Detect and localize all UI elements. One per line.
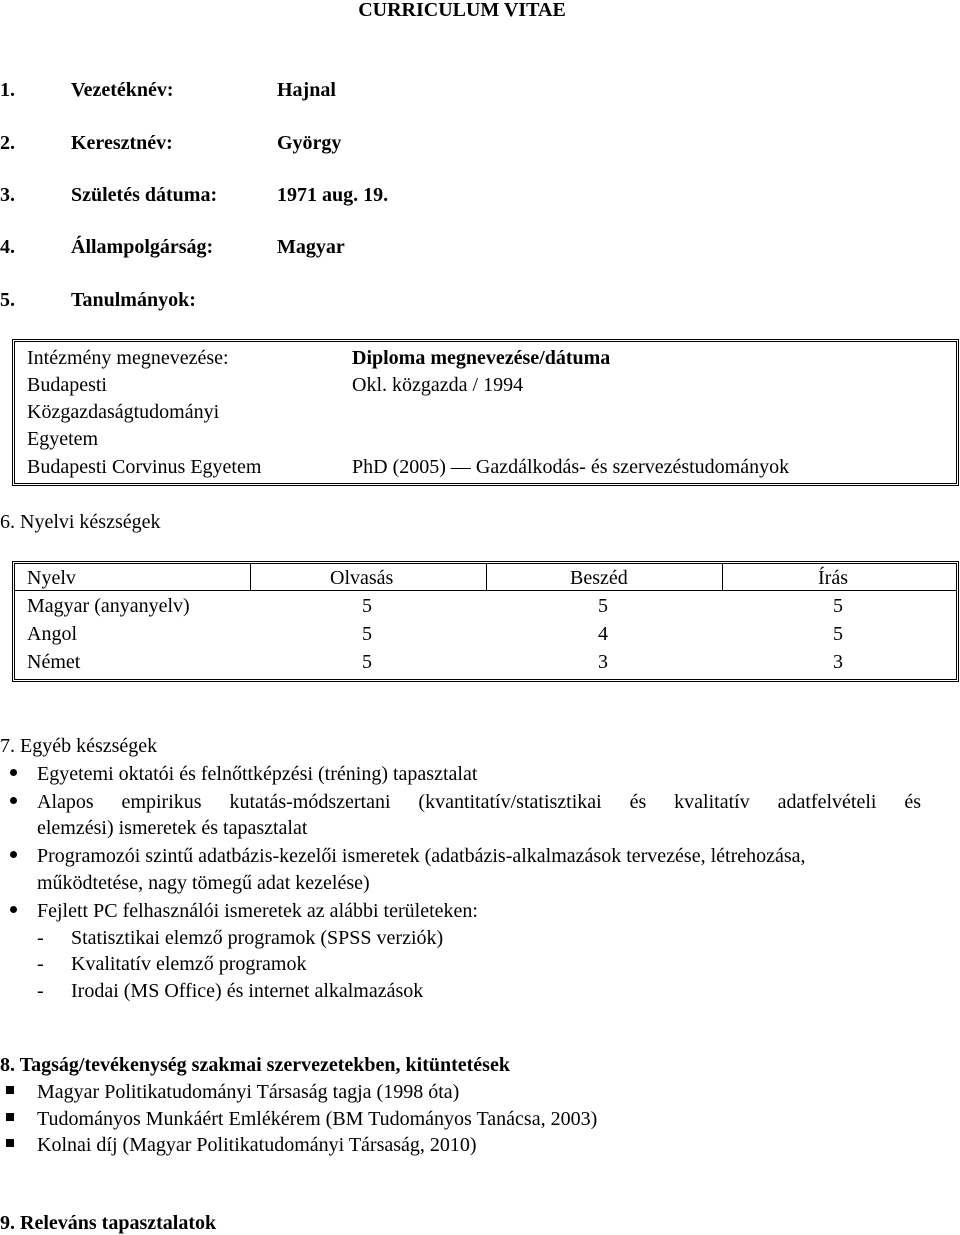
bullet-icon [10,769,17,776]
square-bullet-icon [6,1086,14,1094]
lang-speaking: 3 [598,651,608,673]
document-title: CURRICULUM VITAE [358,0,566,21]
institution-line: Budapesti [27,374,107,396]
studies-header-institution: Intézmény megnevezése: [27,347,229,369]
studies-header-diploma: Diploma megnevezése/dátuma [352,347,611,369]
lang-speaking: 4 [598,623,608,645]
institution-line: Budapesti Corvinus Egyetem [27,456,262,478]
membership-heading: 8. Tagság/tevékenység szakmai szervezetekben, kitüntetések [0,1054,510,1076]
membership-item: Tudományos Munkáért Emlékérem (BM Tudományos Tanácsa, 2003) [37,1108,598,1130]
square-bullet-icon [6,1139,14,1147]
studies-label: Tanulmányok: [71,289,196,311]
lang-header: Írás [818,567,848,589]
firstname-value: György [277,132,342,154]
table-divider [15,590,956,591]
citizenship-value: Magyar [277,236,345,258]
diploma-value: Okl. közgazda / 1994 [352,374,524,396]
birthdate-label: Születés dátuma: [71,184,218,206]
diploma-value: PhD (2005) ― Gazdálkodás- és szervezéstudományok [352,456,790,478]
software-item: Irodai (MS Office) és internet alkalmazások [71,980,424,1002]
lang-reading: 5 [362,623,372,645]
lang-writing: 5 [833,623,843,645]
bullet-icon [10,906,17,913]
personal-row-num: 2. [0,132,15,154]
citizenship-label: Állampolgárság: [71,236,214,258]
table-divider [722,564,723,590]
skill-item: Alapos empirikus kutatás-módszertani (kvantitatív/statisztikai és kvalitatív adatfelvételi és [37,791,921,813]
personal-row-num: 4. [0,236,15,258]
skills-heading: 7. Egyéb készségek [0,735,158,757]
lang-header: Nyelv [27,567,76,589]
lang-header: Olvasás [330,567,394,589]
bullet-icon [10,851,17,858]
lang-speaking: 5 [598,595,608,617]
skill-item: Programozói szintű adatbázis-kezelői ismeretek (adatbázis-alkalmazások tervezése, létrehozása, [37,845,806,867]
lang-header: Beszéd [570,567,628,589]
firstname-label: Keresztnév: [71,132,173,154]
personal-row-num: 1. [0,79,15,101]
dash-icon: - [37,980,44,1002]
personal-row-num: 3. [0,184,15,206]
lang-reading: 5 [362,651,372,673]
skill-item-continued: elemzési) ismeretek és tapasztalat [37,817,308,839]
birthdate-value: 1971 aug. 19. [277,184,389,206]
skill-item-continued: működtetése, nagy tömegű adat kezelése) [37,872,370,894]
table-divider [486,564,487,590]
dash-icon: - [37,953,44,975]
lang-name: Magyar (anyanyelv) [27,595,190,617]
membership-item: Magyar Politikatudományi Társaság tagja (1998 óta) [37,1081,460,1103]
lang-writing: 3 [833,651,843,673]
surname-label: Vezetéknév: [71,79,174,101]
skill-item: Egyetemi oktatói és felnőttképzési (tréning) tapasztalat [37,763,478,785]
skill-item: Fejlett PC felhasználói ismeretek az alábbi területeken: [37,900,478,922]
studies-table [12,339,959,486]
institution-line: Közgazdaságtudományi [27,401,220,423]
languages-table [12,561,959,682]
membership-item: Kolnai díj (Magyar Politikatudományi Társaság, 2010) [37,1134,477,1156]
software-item: Statisztikai elemző programok (SPSS verziók) [71,927,444,949]
software-item: Kvalitatív elemző programok [71,953,307,975]
dash-icon: - [37,927,44,949]
square-bullet-icon [6,1113,14,1121]
table-divider [250,564,251,590]
bullet-icon [10,797,17,804]
lang-name: Angol [27,623,77,645]
lang-reading: 5 [362,595,372,617]
experience-heading: 9. Releváns tapasztalatok [0,1212,217,1234]
institution-line: Egyetem [27,428,99,450]
lang-name: Német [27,651,81,673]
languages-heading: 6. Nyelvi készségek [0,511,161,533]
personal-row-num: 5. [0,289,15,311]
surname-value: Hajnal [277,79,336,101]
lang-writing: 5 [833,595,843,617]
